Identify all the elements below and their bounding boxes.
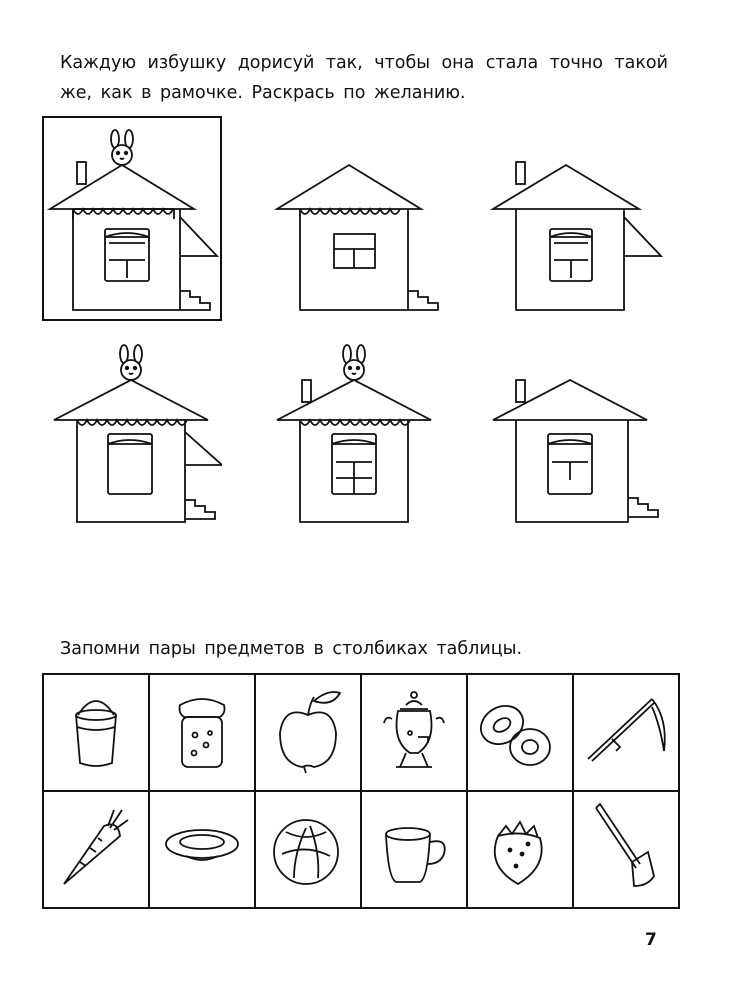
page-number: 7 [645, 930, 657, 950]
jam-jar-icon [150, 675, 254, 790]
house-2 [265, 125, 445, 325]
cell-cup [361, 791, 467, 908]
cabbage-icon [256, 792, 360, 907]
table-row [43, 791, 679, 908]
cell-cabbage [255, 791, 361, 908]
sample-house [42, 125, 222, 325]
carrot-icon [44, 792, 148, 907]
instruction-houses: Каждую избушку дорисуй так, чтобы она стала точно такой же, как в рамочке. Раскрась по желанию. [60, 53, 668, 103]
cell-plate [149, 791, 255, 908]
bucket-icon [44, 675, 148, 790]
shovel-icon [574, 792, 678, 907]
instruction-pairs: Запомни пары предметов в столбиках таблицы. [60, 639, 523, 659]
cell-samovar [361, 674, 467, 791]
cell-carrot [43, 791, 149, 908]
strawberry-icon [468, 792, 572, 907]
samovar-icon [362, 675, 466, 790]
cell-bagels [467, 674, 573, 791]
bunny-icon [120, 345, 142, 380]
cup-icon [362, 792, 466, 907]
cell-strawberry [467, 791, 573, 908]
house-3 [488, 125, 668, 325]
house-5 [265, 340, 445, 540]
cell-jam-jar [149, 674, 255, 791]
cell-scythe [573, 674, 679, 791]
bunny-icon [343, 345, 365, 380]
table-row [43, 674, 679, 791]
bagels-icon [468, 675, 572, 790]
cell-bucket [43, 674, 149, 791]
house-4 [42, 340, 222, 540]
bunny-icon [111, 130, 133, 165]
plate-icon [150, 792, 254, 907]
scythe-icon [574, 675, 678, 790]
apple-icon [256, 675, 360, 790]
pairs-table [42, 673, 680, 909]
house-6 [488, 340, 668, 540]
cell-apple [255, 674, 361, 791]
cell-shovel [573, 791, 679, 908]
